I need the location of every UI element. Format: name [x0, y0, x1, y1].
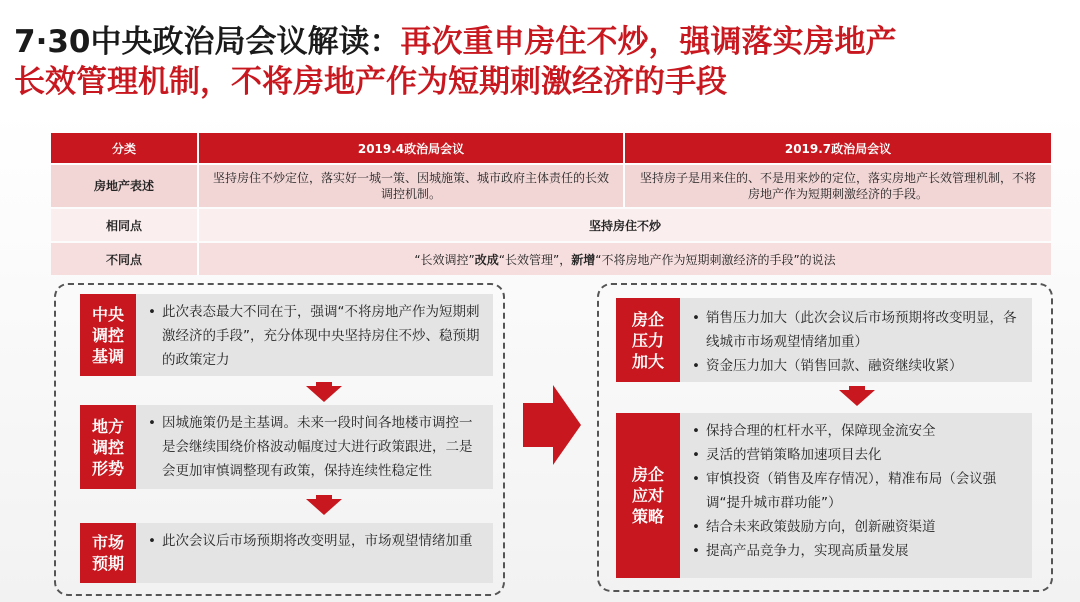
cell-april-statement: 坚持房住不炒定位，落实好一城一策、因城施策、城市政府主体责任的长效调控机制。 [199, 165, 625, 207]
block-body [136, 294, 493, 376]
diff-part: “长效管理”， [498, 252, 572, 267]
block-tag: 中央调控基调 [80, 294, 136, 376]
block-tag: 地方调控形势 [80, 405, 136, 489]
page-title [14, 22, 1064, 102]
cell-difference [199, 243, 1051, 275]
right-arrow-icon [523, 385, 583, 465]
developer-strategy-block [616, 413, 1032, 578]
down-arrow-icon [839, 390, 875, 406]
block-body [680, 413, 1032, 578]
header-july: 2019.7政治局会议 [625, 133, 1051, 163]
table-row [51, 209, 1051, 241]
block-body [136, 523, 493, 583]
title-line1: 再次重申房住不炒，强调落实房地产 [400, 24, 897, 60]
block-tag: 市场预期 [80, 523, 136, 583]
list-item: • 此次表态最大不同在于，强调“不将房地产作为短期刺激经济的手段”，充分体现中央坚持房住不炒、稳预期的政策定力 [146, 300, 483, 372]
title-prefix: 7·30中央政治局会议解读： [14, 24, 401, 60]
header-category: 分类 [51, 133, 199, 163]
down-arrow-icon [306, 386, 342, 402]
list-item: • 提高产品竞争力，实现高质量发展 [690, 539, 1022, 563]
header-april: 2019.4政治局会议 [199, 133, 625, 163]
block-body [136, 405, 493, 489]
diff-keyword: 改成 [474, 252, 499, 267]
table-header-row [51, 133, 1051, 163]
local-regulation-block [80, 405, 493, 489]
diff-part: “不将房地产作为短期刺激经济的手段”的说法 [595, 252, 836, 267]
list-item: • 保持合理的杠杆水平，保障现金流安全 [690, 419, 1022, 443]
central-regulation-block [80, 294, 493, 376]
block-tag: 房企应对策略 [616, 413, 680, 578]
block-body [680, 298, 1032, 382]
row-label: 房地产表述 [51, 165, 199, 207]
down-arrow-icon [306, 499, 342, 515]
table-row [51, 165, 1051, 207]
list-item: • 灵活的营销策略加速项目去化 [690, 443, 1022, 467]
cell-similarity: 坚持房住不炒 [199, 209, 1051, 241]
market-expectation-block [80, 523, 493, 583]
list-item: • 此次会议后市场预期将改变明显，市场观望情绪加重 [146, 529, 483, 553]
list-item: • 审慎投资（销售及库存情况），精准布局（会议强调“提升城市群功能”） [690, 467, 1022, 515]
table-row [51, 243, 1051, 275]
block-tag: 房企压力加大 [616, 298, 680, 382]
list-item: • 结合未来政策鼓励方向，创新融资渠道 [690, 515, 1022, 539]
row-label: 相同点 [51, 209, 199, 241]
developer-pressure-block [616, 298, 1032, 382]
diff-part: “长效调控” [414, 252, 475, 267]
list-item: • 资金压力加大（销售回款、融资继续收紧） [690, 354, 1022, 378]
comparison-table [51, 131, 1051, 277]
list-item: • 因城施策仍是主基调。未来一段时间各地楼市调控一是会继续围绕价格波动幅度过大进行政策跟进，二是会更加审慎调整现有政策，保持连续性稳定性 [146, 411, 483, 483]
list-item: • 销售压力加大（此次会议后市场预期将改变明显，各线城市市场观望情绪加重） [690, 306, 1022, 354]
cell-july-statement: 坚持房子是用来住的、不是用来炒的定位，落实房地产长效管理机制，不将房地产作为短期刺激经济的手段。 [625, 165, 1051, 207]
title-line2: 长效管理机制，不将房地产作为短期刺激经济的手段 [14, 64, 727, 100]
row-label: 不同点 [51, 243, 199, 275]
diff-keyword: 新增 [571, 252, 596, 267]
